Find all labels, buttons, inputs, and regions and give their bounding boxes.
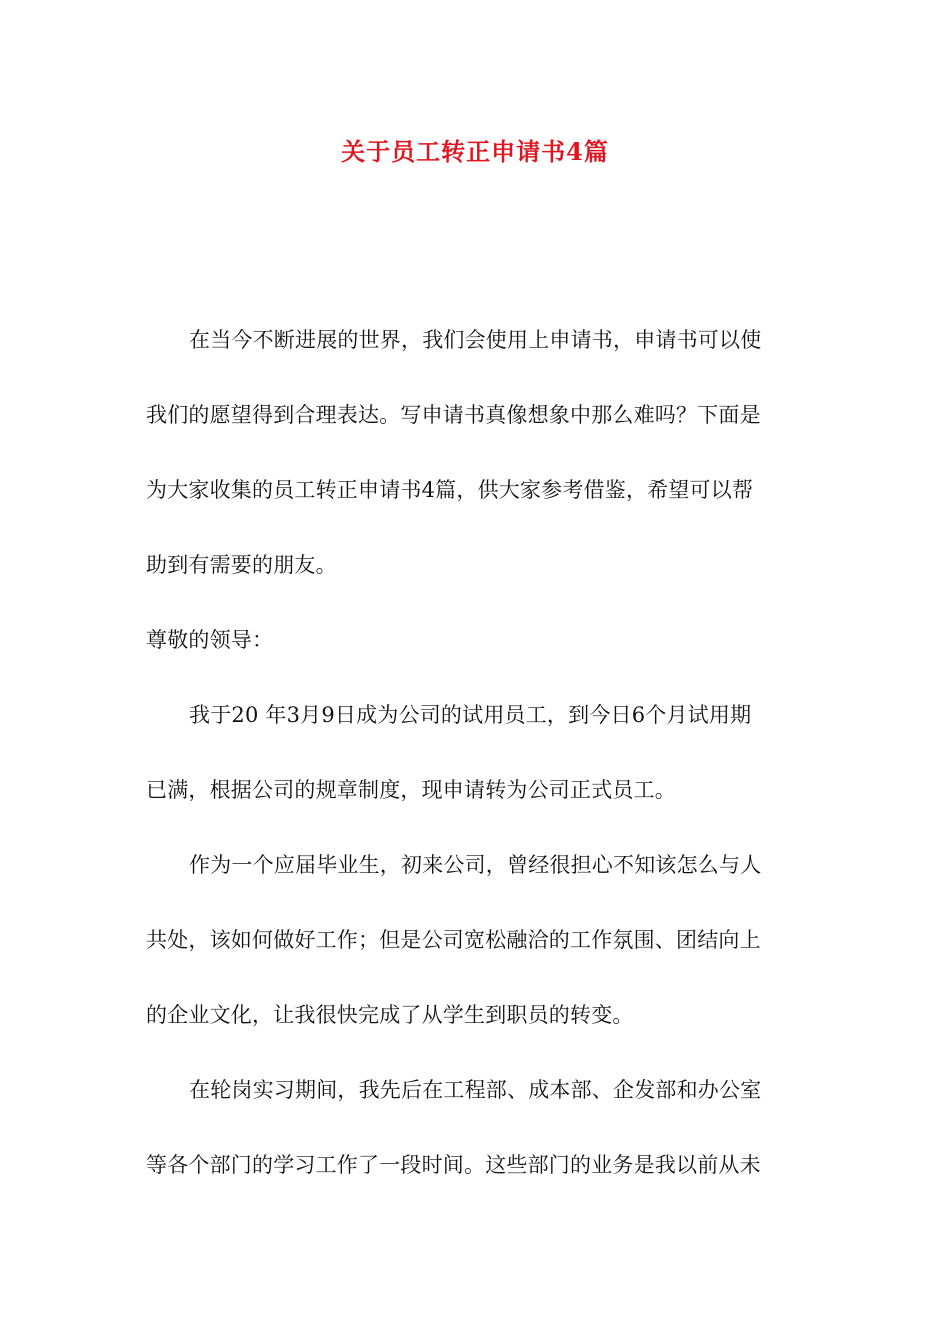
salutation: 尊敬的领导： xyxy=(146,628,274,652)
body-line-8: 作为一个应届毕业生，初来公司，曾经很担心不知该怎么与人 xyxy=(189,853,762,877)
body-line-9: 共处，该如何做好工作；但是公司宽松融洽的工作氛围、团结向上 xyxy=(146,928,761,952)
body-line-7: 已满，根据公司的规章制度，现申请转为公司正式员工。 xyxy=(146,778,676,802)
body-line-3: 为大家收集的员工转正申请书4篇，供大家参考借鉴，希望可以帮 xyxy=(146,478,754,502)
document-title: 关于员工转正申请书4篇 xyxy=(341,137,609,166)
body-line-4: 助到有需要的朋友。 xyxy=(146,553,337,577)
body-line-1: 在当今不断进展的世界，我们会使用上申请书，申请书可以使 xyxy=(189,328,762,352)
body-line-6: 我于20 年3月9日成为公司的试用员工，到今日6个月试用期 xyxy=(189,703,752,727)
body-line-12: 等各个部门的学习工作了一段时间。这些部门的业务是我以前从未 xyxy=(146,1153,761,1177)
body-line-10: 的企业文化，让我很快完成了从学生到职员的转变。 xyxy=(146,1003,634,1027)
body-line-2: 我们的愿望得到合理表达。写申请书真像想象中那么难吗？下面是 xyxy=(146,403,761,427)
body-line-11: 在轮岗实习期间，我先后在工程部、成本部、企发部和办公室 xyxy=(189,1078,762,1102)
